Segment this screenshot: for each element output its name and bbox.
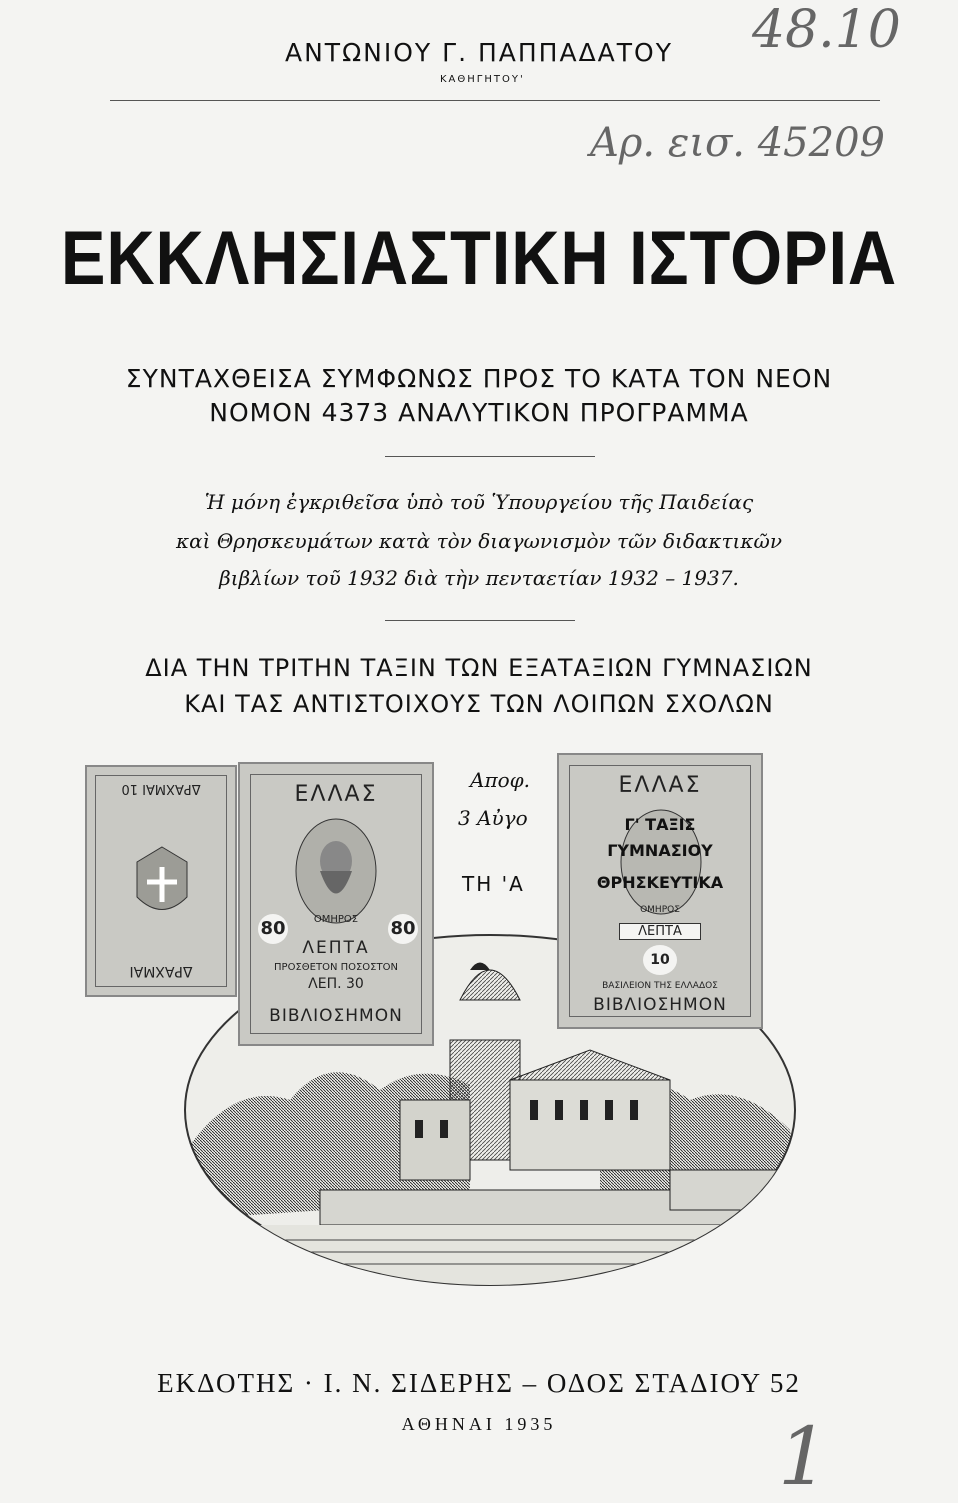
- stamp2-denomination: ΛΕΠΤΑ: [302, 938, 370, 958]
- revenue-stamp-80-lepta: [238, 762, 434, 1046]
- stamp2-portrait-label: ΟΜΗΡΟΣ: [313, 914, 359, 925]
- subtitle-line-2: ΝΟΜΟΝ 4373 ΑΝΑΛΥΤΙΚΟΝ ΠΡΟΓΡΑΜΜΑ: [209, 398, 749, 427]
- author-role: ΚΑΘΗΓΗΤΟΥ': [440, 74, 525, 85]
- approval-line-2: καὶ Θρησκευμάτων κατὰ τὸν διαγωνισμὸν τῶν διδακτικῶν: [176, 529, 782, 553]
- approval-line-3: βιβλίων τοῦ 1932 διὰ τὴν πενταετίαν 1932 – 1937.: [219, 566, 739, 590]
- stamp2-value-left: 80: [258, 914, 288, 944]
- stamp2-footer: ΒΙΒΛΙΟΣΗΜΟΝ: [269, 1006, 403, 1026]
- partial-text-avgo: 3 Αὐγο: [458, 806, 528, 830]
- partial-text-apof: Αποφ.: [470, 768, 530, 792]
- stamp3-issuer: ΒΑΣΙΛΕΙΟΝ ΤΗΣ ΕΛΛΑΔΟΣ: [602, 981, 718, 991]
- homer-portrait-icon: [292, 816, 380, 926]
- stamp2-country: ΕΛΛΑΣ: [294, 782, 378, 807]
- stamp3-value: 10: [643, 945, 677, 975]
- revenue-stamp-10-drachmai: [85, 765, 237, 997]
- partial-text-ti-a: ΤΗ 'Α: [462, 872, 525, 896]
- book-title: ΕΚΚΛΗΣΙΑΣΤΙΚΗ ΙΣΤΟΡΙΑ: [60, 216, 898, 301]
- divider-2: [385, 620, 575, 621]
- stamp2-value-right: 80: [388, 914, 418, 944]
- approval-line-1: Ἡ μόνη ἐγκριθεῖσα ὑπὸ τοῦ Ὑπουργείου τῆς Παιδείας: [204, 490, 754, 514]
- stamp2-surcharge-line-2: ΛΕΠ. 30: [308, 976, 364, 992]
- stamp3-country: ΕΛΛΑΣ: [618, 773, 702, 798]
- stamp3-portrait-label: ΟΜΗΡΟΣ: [640, 905, 680, 915]
- stamp1-bottom-text: ΔΡΑΧΜΑΙ: [129, 963, 193, 979]
- city-year: ΑΘΗΝΑΙ 1935: [401, 1414, 557, 1434]
- stamp3-denomination: ΛΕΠΤΑ: [619, 923, 701, 940]
- stamp3-overprint-line-3: ΘΡΗΣΚΕΥΤΙΚΑ: [596, 873, 724, 892]
- class-line-1: ΔΙΑ ΤΗΝ ΤΡΙΤΗΝ ΤΑΞΙΝ ΤΩΝ ΕΞΑΤΑΞΙΩΝ ΓΥΜΝΑΣΙΩΝ: [145, 654, 813, 682]
- top-rule: [110, 100, 880, 101]
- handwritten-accession-number: Αρ. εισ. 45209: [590, 120, 885, 166]
- class-line-2: ΚΑΙ ΤΑΣ ΑΝΤΙΣΤΟΙΧΟΥΣ ΤΩΝ ΛΟΙΠΩΝ ΣΧΟΛΩΝ: [184, 690, 774, 718]
- subtitle-line-1: ΣΥΝΤΑΧΘΕΙΣΑ ΣΥΜΦΩΝΩΣ ΠΡΟΣ ΤΟ ΚΑΤΑ ΤΟΝ ΝΕΟΝ: [125, 364, 833, 393]
- stamp3-footer: ΒΙΒΛΙΟΣΗΜΟΝ: [593, 995, 727, 1015]
- stamp3-overprint-line-2: ΓΥΜΝΑΣΙΟΥ: [607, 841, 713, 860]
- stamp1-top-text: ΔΡΑΧΜΑΙ 10: [121, 781, 201, 796]
- stamp3-overprint-line-1: Γ' ΤΑΞΙΣ: [624, 815, 696, 834]
- coat-of-arms-icon: [127, 837, 197, 927]
- stamp2-surcharge-line-1: ΠΡΟΣΘΕΤΟΝ ΠΟΣΟΣΤΟΝ: [274, 962, 398, 973]
- divider-1: [385, 456, 595, 457]
- publisher-line: ΕΚΔΟΤΗΣ · Ι. Ν. ΣΙΔΕΡΗΣ – ΟΔΟΣ ΣΤΑΔΙΟΥ 52: [157, 1368, 801, 1398]
- handwritten-bottom-mark: 1: [778, 1410, 829, 1503]
- author-name: ΑΝΤΩΝΙΟΥ Γ. ΠΑΠΠΑΔΑΤΟΥ: [285, 38, 673, 67]
- revenue-stamp-10-lepta-overprint: [557, 753, 763, 1029]
- handwritten-shelf-number: 48.10: [752, 0, 901, 60]
